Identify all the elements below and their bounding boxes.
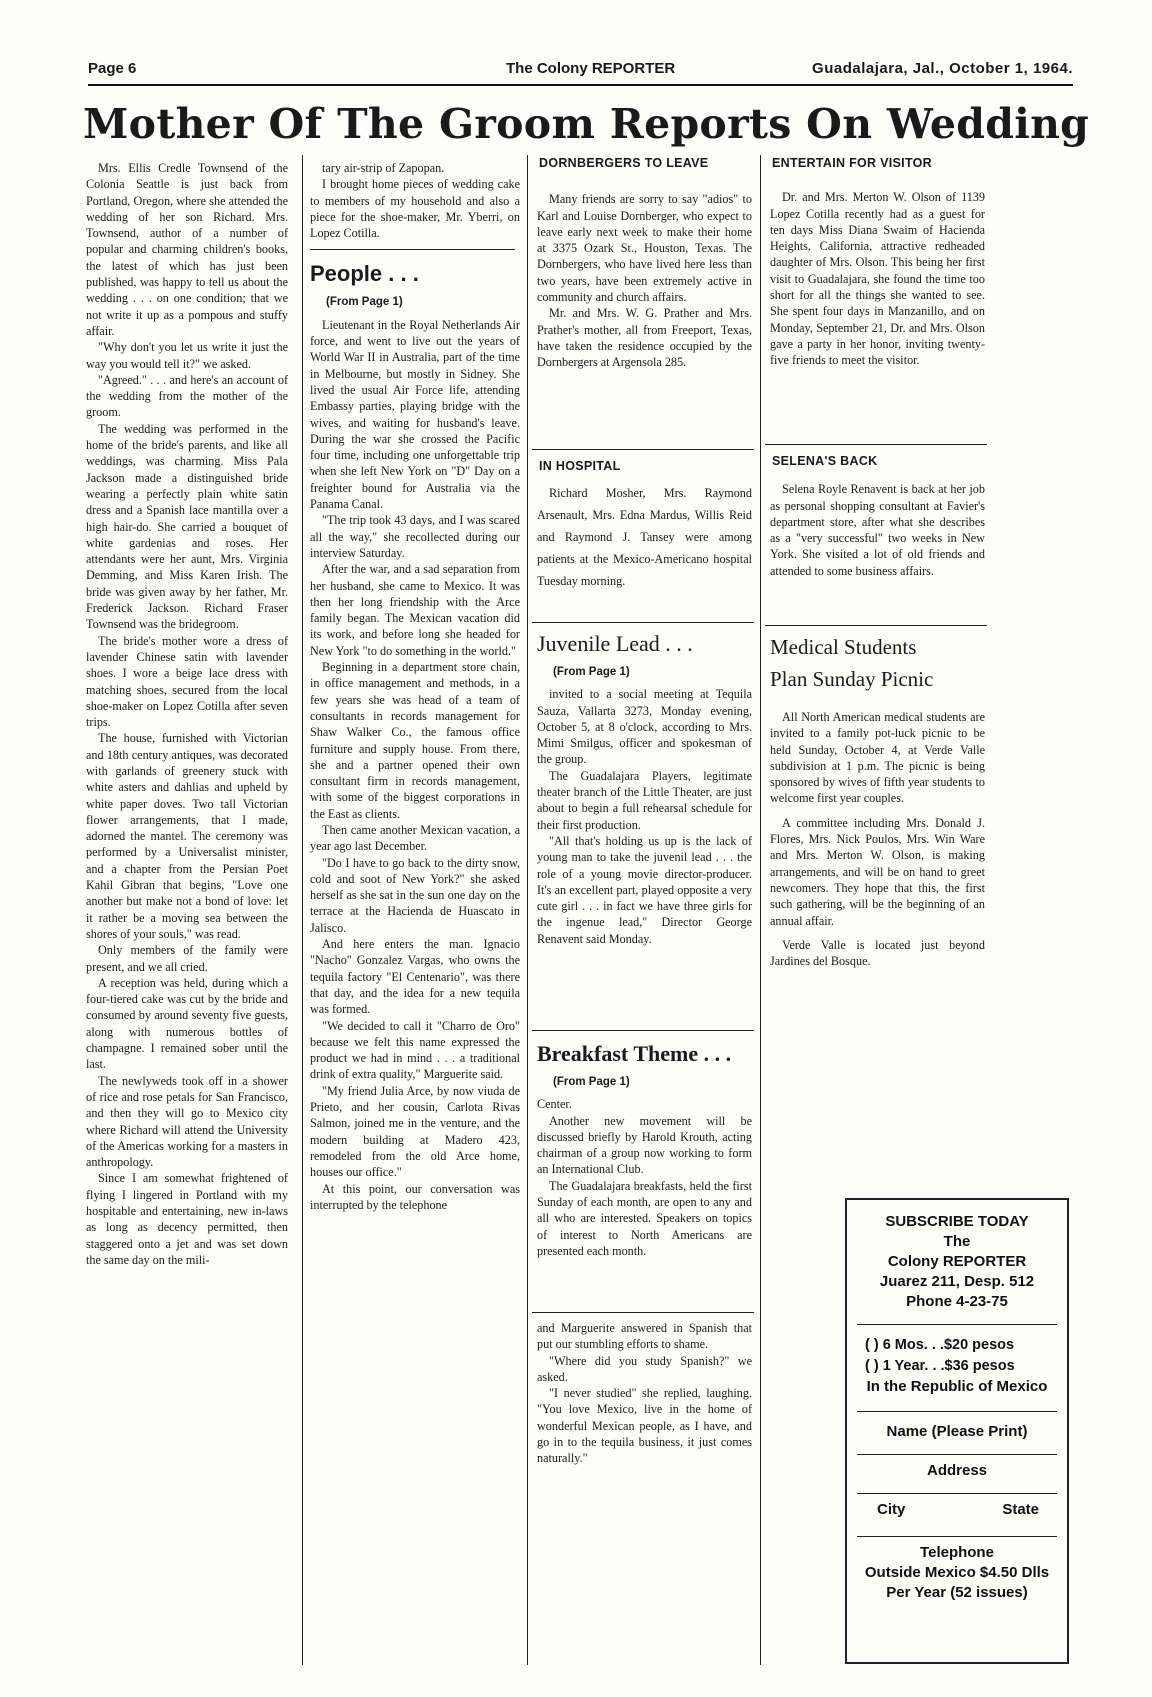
visitor-heading: ENTERTAIN FOR VISITOR xyxy=(772,156,933,170)
section-rule xyxy=(532,449,754,450)
masthead xyxy=(88,58,1073,80)
wedding-para: The house, furnished with Victorian and 18th century antiques, was decorated with garlands of greenery stuck with white asters and dahlias and upheld by white paper doves. Two tall Victorian flower arrangements, that I made, adorned the mantel. The ceremony was performed by a Universalist minister, and a chapter from the Persian Poet Kahil Gibran that begins, "Love one another but make not a bond of love: let it rather be a moving sea between the shores of your souls," was read. xyxy=(86,731,288,941)
wedding-para: The newlyweds took off in a shower of rice and rose petals for San Francisco, and then they will go to Mexico city where Richard will attend the University of the Americas working for a masters in anthropology. xyxy=(86,1073,288,1170)
wedding-para: The bride's mother wore a dress of lavender Chinese satin with lavender shoes. I wore a beige lace dress with matching shoes, secured from the local shoe-maker on Lopez Cotilla after seven trips. xyxy=(86,633,288,730)
column-2 xyxy=(310,160,520,1665)
wedding-para: tary air-strip of Zapopan. xyxy=(322,161,445,175)
people-heading: People . . . xyxy=(310,261,419,287)
column-rule-1 xyxy=(302,155,303,1665)
selena-text: Selena Royle Renavent is back at her job as personal shopping consultant at Favier's department store, after what she describes as a "very successful" two weeks in New York. She visited a lot of old friends and attended to some business affairs. xyxy=(770,482,985,578)
subscribe-form-box xyxy=(845,1198,1069,1664)
medical-heading-2: Plan Sunday Picnic xyxy=(770,667,934,691)
people-para: And here enters the man. Ignacio "Nacho" Gonzalez Vargas, who owns the tequila factory "El Centenario", was there that day, and the idea for a new tequila was formed. xyxy=(310,937,520,1017)
outside-mexico-period: Per Year (52 issues) xyxy=(886,1584,1028,1601)
city-state-row xyxy=(847,1500,1067,1520)
section-rule xyxy=(765,444,987,445)
wedding-para: "Why don't you let us write it just the way you would tell it?" we asked. xyxy=(86,340,288,371)
telephone-field-label[interactable]: Telephone xyxy=(920,1544,994,1561)
dornbergers-article xyxy=(537,155,752,445)
wedding-para: Only members of the family were present, and we all cried. xyxy=(86,943,288,974)
juvenile-para: "All that's holding us up is the lack of young man to take the juvenil lead . . . the role of a young movie director-producer. It's an excellent part, played opposite a very cute girl . . . in fact we have three girls for the ingenue lead," Director George Renavent said Monday. xyxy=(537,833,752,946)
subscribe-address: Juarez 211, Desp. 512 xyxy=(879,1273,1035,1290)
people-para: At this point, our conversation was interrupted by the telephone xyxy=(310,1181,520,1212)
headline: Mother Of The Groom Reports On Wedding xyxy=(83,100,1090,148)
wedding-para: Mrs. Ellis Credle Townsend of the Colonia Seattle is just back from Portland, Oregon, where she attended the wedding of her son Richard. Mrs. Townsend, author of a number of popular and charming children's books, the latest of which has just been published, was happy to tell us about the wedding . . . on one condition; that we not write it up as a pompous and stuffy affair. xyxy=(86,161,288,338)
section-rule xyxy=(532,622,754,623)
visitor-article xyxy=(770,155,985,440)
visitor-text: Dr. and Mrs. Merton W. Olson of 1139 Lopez Cotilla recently had as a guest for ten days Miss Diana Swaim of Hacienda Heights, California, attractive redheaded daughter of Mrs. Olson. This being her first visit to Guadalajara, she found the time too short for all the things she wanted to see. She spent four days in Manzanillo, and on Monday, September 21, Dr. and Mrs. Olson gave a party in her honor, inviting twenty-five friends to meet the visitor. xyxy=(770,190,985,368)
section-rule xyxy=(765,625,987,626)
column-rule-3 xyxy=(760,155,761,1665)
selena-heading: SELENA'S BACK xyxy=(772,454,878,468)
option-6-months[interactable]: ( ) 6 Mos. . .$20 pesos xyxy=(865,1337,1015,1353)
masthead-rule xyxy=(88,84,1073,86)
section-rule xyxy=(532,1312,754,1313)
hospital-heading: IN HOSPITAL xyxy=(539,459,621,473)
section-rule xyxy=(310,249,515,250)
dateline: Guadalajara, Jal., October 1, 1964. xyxy=(812,60,1073,77)
state-field-label[interactable]: State xyxy=(1002,1501,1039,1518)
wedding-para: Since I am somewhat frightened of flying I lingered in Portland with my hospitable and entertaining, new in-laws as long as decency permitted, then staggered onto a jet and was set down the same day on the mili- xyxy=(86,1171,288,1267)
dornbergers-para: Many friends are sorry to say "adios" to Karl and Louise Dornberger, who expect to leave early next week to make their home at 3375 Ozark St., Houston, Texas. The Dornbergers, who have lived here less than two years, have been extremely active in community and church affairs. xyxy=(537,192,752,305)
breakfast-from-page: (From Page 1) xyxy=(553,1076,630,1088)
hospital-text: Richard Mosher, Mrs. Raymond Arsenault, Mrs. Edna Mardus, Willis Reid and Raymond J. Tansey were among patients at the Mexico-Americano hospital Tuesday morning. xyxy=(537,486,752,588)
page-number: Page 6 xyxy=(88,60,137,77)
breakfast-para: Another new movement will be discussed briefly by Harold Krouth, acting chairman of a group now working to form an International Club. xyxy=(537,1113,752,1177)
address-field-label[interactable]: Address xyxy=(926,1462,988,1479)
paper-name: The Colony REPORTER xyxy=(506,60,676,77)
option-1-year[interactable]: ( ) 1 Year. . .$36 pesos xyxy=(865,1358,1015,1374)
people-para: Then came another Mexican vacation, a year ago last December. xyxy=(310,822,520,854)
column-rule-2 xyxy=(527,155,528,1665)
subscribe-phone: Phone 4-23-75 xyxy=(906,1293,1008,1310)
breakfast-article xyxy=(537,1040,752,1310)
people-para: After the war, and a sad separation from her husband, she came to Mexico. It was then her long friendship with the Arce family began. The Mexican vacation did its work, and before long she headed for New York "to do something in the world." xyxy=(310,562,520,658)
people-cont-para: "I never studied" she replied, laughing. "You love Mexico, live in the home of wonderful Mexican people, as I have, and go in to the tequila business, it just comes naturally." xyxy=(537,1386,752,1466)
juvenile-article xyxy=(537,630,752,1025)
medical-para: Verde Valle is located just beyond Jardines del Bosque. xyxy=(770,937,985,969)
medical-article xyxy=(770,633,985,1053)
wedding-para: The wedding was performed in the home of the bride's parents, and like all weddings, was charming. Miss Pala Jackson made a distinguished bride wearing a perfectly plain white satin dress and a Spanish lace mantilla over a high hair-do. She carried a bouquet of white gardenias and roses. Her attendants were her aunt, Mrs. Virginia Demming, and Miss Karen Irish. The bride was given away by her father, Mr. Frederick Jackson. Richard Fraser Townsend was the bridegroom. xyxy=(86,421,288,632)
juvenile-from-page: (From Page 1) xyxy=(553,666,630,678)
medical-para: All North American medical students are invited to a family pot-luck picnic to be held Sunday, October 4, at Verde Valle subdivision at 1 p.m. The picnic is being sponsored by wives of fifth year students to welcome first year couples. xyxy=(770,710,985,806)
juvenile-para: The Guadalajara Players, legitimate theater branch of the Little Theater, are just about to begin a full rehearsal schedule for their first production. xyxy=(537,768,752,832)
people-para: "My friend Julia Arce, by now viuda de Prieto, and her cousin, Carlota Rivas Salmon, joined me in the venture, and the modern building at Madero 423, remodeled from the old Arce home, houses our office." xyxy=(310,1083,520,1180)
dornbergers-heading: DORNBERGERS TO LEAVE xyxy=(539,156,709,170)
selena-article xyxy=(770,453,985,623)
people-continued xyxy=(537,1320,752,1665)
people-para: Lieutenant in the Royal Netherlands Air force, and went to live out the years of World War II in Australia, part of the time in Melbourne, but mostly in Sidney. She lived the usual Air Force life, attending Embassy parties, playing bridge with the wives, and waiting for husband's leave. During the war she crossed the Pacific four time, including one unforgettable trip when she left New York on "D" Day on a freighter bound for Australia via the Panama Canal. xyxy=(310,317,520,512)
subscribe-title: SUBSCRIBE TODAY xyxy=(885,1213,1029,1230)
city-field-label[interactable]: City xyxy=(877,1501,906,1518)
medical-heading: Medical Students xyxy=(770,635,917,659)
people-cont-para: "Where did you study Spanish?" we asked. xyxy=(537,1353,752,1384)
name-field-label[interactable]: Name (Please Print) xyxy=(886,1423,1028,1440)
medical-para: A committee including Mrs. Donald J. Flores, Mrs. Nick Poulos, Mrs. Win Ware and Mrs. Merton W. Olson, is making arrangements, and will be on hand to greet newcomers. They hope that this, the first such gathering, will be the beginning of an annual affair. xyxy=(770,815,985,928)
subscribe-the: The xyxy=(943,1233,971,1250)
breakfast-para: The Guadalajara breakfasts, held the first Sunday of each month, are open to any and all who are interested. Speakers on topics of interest to North Americans are presented each month. xyxy=(537,1178,752,1258)
breakfast-heading: Breakfast Theme . . . xyxy=(537,1041,732,1066)
people-para: "The trip took 43 days, and I was scared all the way," she recollected during our interview Saturday. xyxy=(310,513,520,560)
people-from-page: (From Page 1) xyxy=(326,296,403,309)
people-cont-para: and Marguerite answered in Spanish that put our stumbling efforts to shame. xyxy=(537,1321,752,1352)
wedding-article-col1 xyxy=(86,160,288,1665)
outside-mexico-price: Outside Mexico $4.50 Dlls xyxy=(864,1564,1050,1581)
wedding-para: A reception was held, during which a four-tiered cake was cut by the bride and consumed by around seventy five guests, along with numerous bottles of champagne. I remained sober until the last. xyxy=(86,975,288,1072)
people-para: "We decided to call it "Charro de Oro" because we felt this name expressed the product we had in mind . . . a traditional drink of extra quality," Marguerite said. xyxy=(310,1018,520,1082)
juvenile-para: invited to a social meeting at Tequila Sauza, Vallarta 3273, Monday evening, October 5, at 8 o'clock, according to Mrs. Mimi Smilgus, officer and spokesman of the group. xyxy=(537,687,752,767)
subscribe-region: In the Republic of Mexico xyxy=(866,1378,1048,1395)
people-para: Beginning in a department store chain, in office management and methods, in a few years she was head of a team of consultants in records management for Shaw Walker Co., the famous office furniture and supply house. From there, she and a partner opened their own consultant firm in records management, with some of the biggest corporations in the East as clients. xyxy=(310,660,520,821)
breakfast-para: Center. xyxy=(537,1097,572,1112)
hospital-article xyxy=(537,458,752,618)
subscribe-paper: Colony REPORTER xyxy=(887,1253,1027,1270)
wedding-para: "Agreed." . . . and here's an account of the wedding from the mother of the groom. xyxy=(86,372,288,420)
dornbergers-para: Mr. and Mrs. W. G. Prather and Mrs. Prather's mother, all from Freeport, Texas, have taken the residence occupied by the Dornbergers at Argensola 285. xyxy=(537,306,752,370)
juvenile-heading: Juvenile Lead . . . xyxy=(537,631,693,656)
section-rule xyxy=(532,1030,754,1031)
wedding-para: I brought home pieces of wedding cake to members of my household and also a piece for the shoe-maker, Mr. Yberri, on Lopez Cotilla. xyxy=(310,177,520,241)
people-para: "Do I have to go back to the dirty snow, cold and soot of New York?" she asked herself as she sat in the sun one day on the terrace at the Hacienda de Huascato in Jalisco. xyxy=(310,855,520,935)
